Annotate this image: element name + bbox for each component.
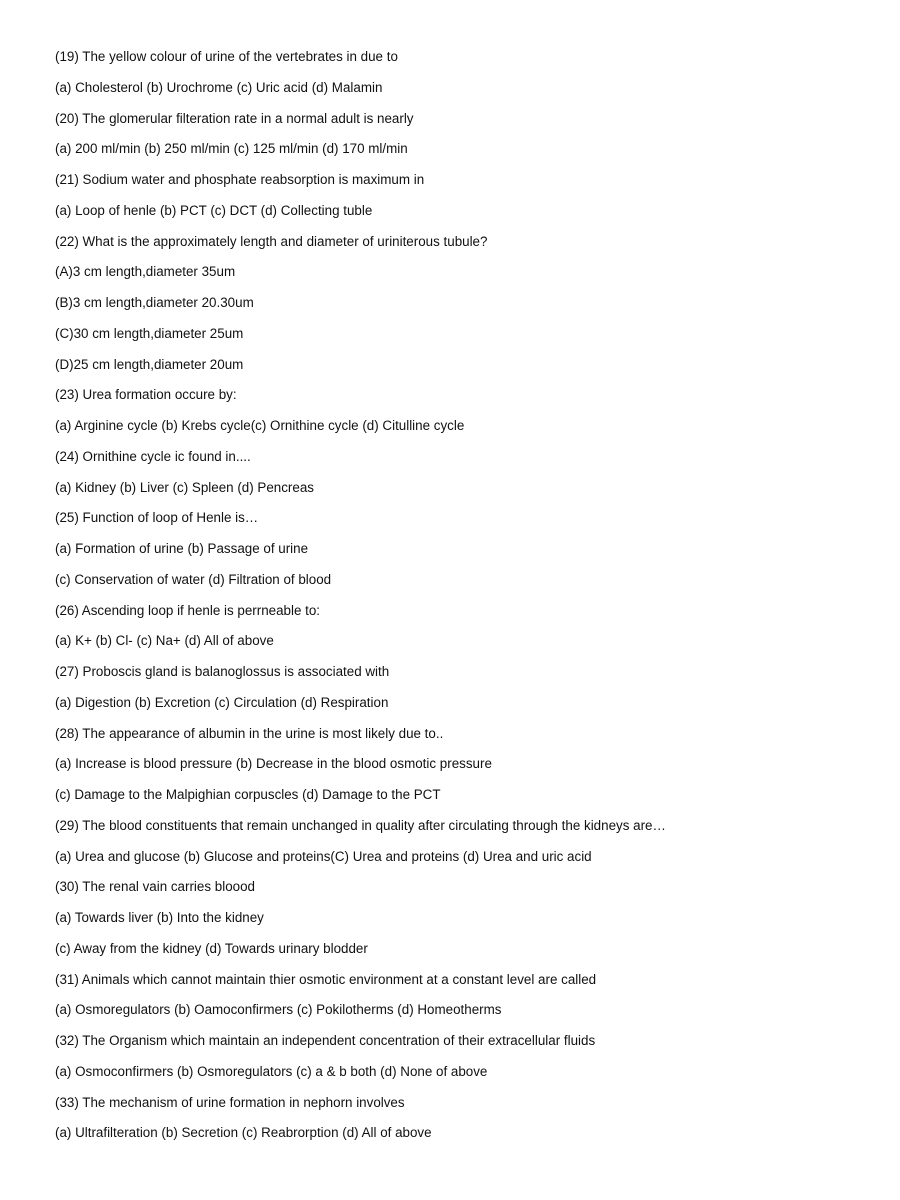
question-32-text: (32) The Organism which maintain an independent concentration of their extracellular fluids: [55, 1033, 596, 1048]
question-24-options: (a) Kidney (b) Liver (c) Spleen (d) Pencreas: [55, 479, 314, 495]
question-20-options: (a) 200 ml/min (b) 250 ml/min (c) 125 ml/min (d) 170 ml/min: [55, 141, 408, 157]
question-31-text: (31) Animals which cannot maintain thier osmotic environment at a constant level are called: [55, 971, 597, 987]
question-22-option-b: (B)3 cm length,diameter 20.30um: [55, 295, 254, 310]
question-26-options: (a) K+ (b) Cl- (c) Na+ (d) All of above: [55, 633, 274, 649]
question-29-options: (a) Urea and glucose (b) Glucose and proteins(C) Urea and proteins (d) Urea and uric acid: [55, 848, 592, 864]
question-27-text: (27) Proboscis gland is balanoglossus is associated with: [55, 664, 390, 679]
question-30-text: (30) The renal vain carries bloood: [55, 879, 255, 895]
question-28-options-cd: (c) Damage to the Malpighian corpuscles (d) Damage to the PCT: [55, 787, 441, 802]
question-25-options-cd: (c) Conservation of water (d) Filtration of blood: [55, 571, 332, 587]
question-33-text: (33) The mechanism of urine formation in nephorn involves: [55, 1094, 405, 1110]
question-25-text: (25) Function of loop of Henle is…: [55, 510, 259, 526]
question-25-options-ab: (a) Formation of urine (b) Passage of urine: [55, 541, 309, 556]
question-31-options: (a) Osmoregulators (b) Oamoconfirmers (c) Pokilotherms (d) Homeotherms: [55, 1002, 502, 1018]
question-20-text: (20) The glomerular filteration rate in a normal adult is nearly: [55, 110, 414, 126]
document-page: [55, 47, 885, 1154]
question-22-option-c: (C)30 cm length,diameter 25um: [55, 325, 244, 341]
question-33-options: (a) Ultrafilteration (b) Secretion (c) Reabrorption (d) All of above: [55, 1125, 432, 1141]
question-28-text: (28) The appearance of albumin in the urine is most likely due to..: [55, 725, 444, 741]
question-21-options: (a) Loop of henle (b) PCT (c) DCT (d) Collecting tuble: [55, 202, 373, 218]
question-21-text: (21) Sodium water and phosphate reabsorption is maximum in: [55, 172, 425, 187]
question-19-text: (19) The yellow colour of urine of the vertebrates in due to: [55, 49, 398, 64]
question-24-text: (24) Ornithine cycle ic found in....: [55, 448, 251, 464]
question-28-options-ab: (a) Increase is blood pressure (b) Decrease in the blood osmotic pressure: [55, 756, 492, 772]
question-30-options-ab: (a) Towards liver (b) Into the kidney: [55, 910, 264, 925]
question-26-text: (26) Ascending loop if henle is perrneable to:: [55, 602, 321, 618]
question-23-options: (a) Arginine cycle (b) Krebs cycle(c) Ornithine cycle (d) Citulline cycle: [55, 418, 465, 433]
question-22-text: (22) What is the approximately length and diameter of uriniterous tubule?: [55, 233, 488, 249]
question-29-text: (29) The blood constituents that remain unchanged in quality after circulating through the kidneys are…: [55, 817, 666, 833]
question-30-options-cd: (c) Away from the kidney (d) Towards urinary blodder: [55, 940, 368, 956]
question-27-options: (a) Digestion (b) Excretion (c) Circulation (d) Respiration: [55, 694, 389, 710]
question-22-option-a: (A)3 cm length,diameter 35um: [55, 264, 236, 280]
question-23-text: (23) Urea formation occure by:: [55, 387, 237, 403]
question-32-options: (a) Osmoconfirmers (b) Osmoregulators (c) a & b both (d) None of above: [55, 1063, 488, 1079]
question-22-option-d: (D)25 cm length,diameter 20um: [55, 356, 244, 372]
question-19-options: (a) Cholesterol (b) Urochrome (c) Uric acid (d) Malamin: [55, 79, 383, 95]
